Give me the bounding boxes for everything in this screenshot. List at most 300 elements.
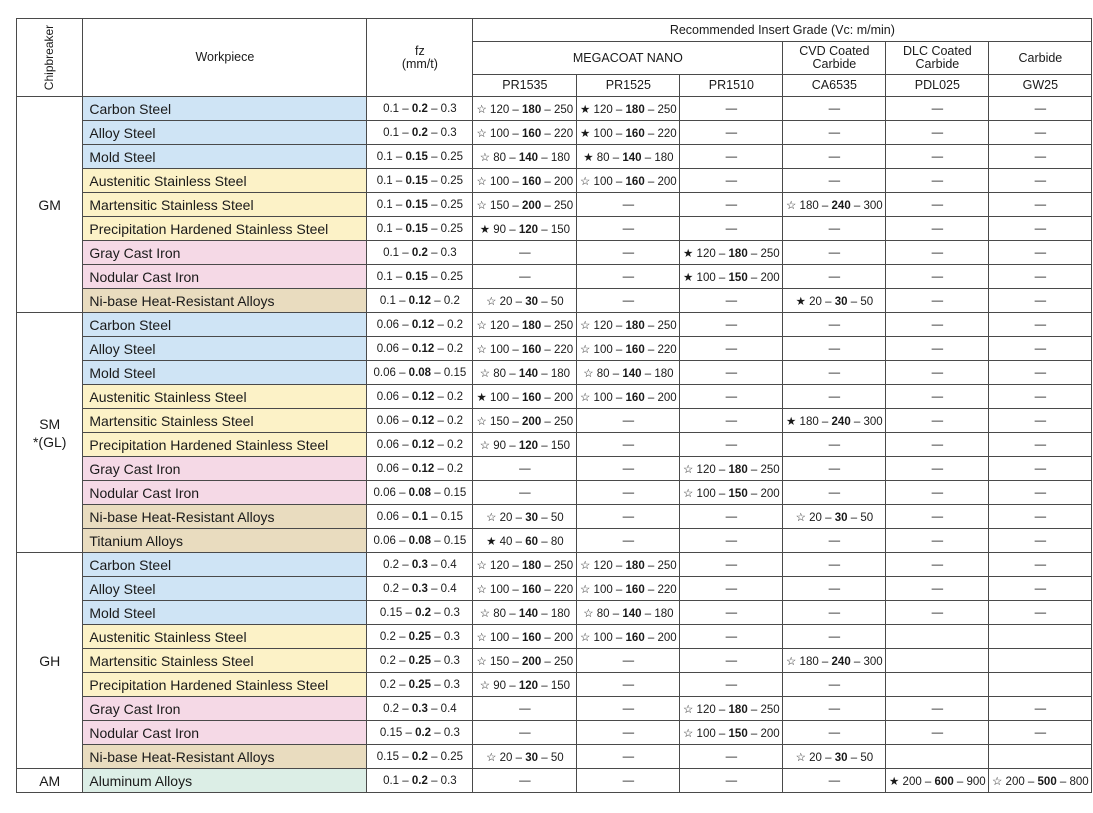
vc-min: 100 — [490, 391, 510, 404]
table-row — [17, 529, 1092, 553]
outline-star-icon: ☆ — [479, 439, 491, 452]
grade-cell-pr1535: ☆ 20 – 30 – 50 — [473, 289, 577, 313]
vc-min: 100 — [593, 631, 613, 644]
filled-star-icon: ★ — [683, 247, 694, 260]
vc-min: 100 — [696, 487, 716, 500]
outline-star-icon: ☆ — [795, 751, 806, 764]
vc-min: 20 — [499, 295, 513, 308]
fz-recommended: 0.15 — [405, 150, 428, 163]
vc-max: 200 — [554, 631, 574, 644]
vc-recommended: 180 — [728, 463, 748, 476]
grade-cell-gw25: — — [989, 409, 1092, 433]
grade-cell-ca6535: — — [783, 529, 886, 553]
vc-recommended: 160 — [625, 583, 645, 596]
grade-cell-ca6535: — — [783, 121, 886, 145]
grade-cell-pr1525: — — [577, 721, 680, 745]
fz-max: 0.3 — [443, 606, 460, 619]
grade-cell-pr1525: — — [577, 289, 680, 313]
grade-cell-pr1525: — — [577, 457, 680, 481]
vc-recommended: 160 — [522, 631, 542, 644]
grade-cell-ca6535: ☆ 180 – 240 – 300 — [783, 649, 886, 673]
workpiece-cell: Alloy Steel — [83, 337, 367, 361]
fz-max: 0.3 — [443, 726, 460, 739]
fz-recommended: 0.08 — [408, 534, 432, 547]
table-row — [17, 145, 1092, 169]
fz-min: 0.1 — [383, 774, 400, 787]
grade-cell-pdl025: — — [886, 409, 989, 433]
grade-cell-ca6535: — — [783, 313, 886, 337]
workpiece-cell: Mold Steel — [83, 145, 367, 169]
fz-cell: 0.06 – 0.12 – 0.2 — [367, 433, 473, 457]
outline-star-icon: ☆ — [476, 199, 487, 212]
grade-cell-pdl025: — — [886, 457, 989, 481]
workpiece-cell: Precipitation Hardened Stainless Steel — [83, 217, 367, 241]
grade-cell-ca6535: ★ 180 – 240 – 300 — [783, 409, 886, 433]
vc-recommended: 180 — [625, 319, 645, 332]
fz-cell: 0.06 – 0.12 – 0.2 — [367, 457, 473, 481]
vc-min: 20 — [499, 751, 513, 764]
fz-min: 0.15 — [379, 726, 403, 739]
fz-max: 0.25 — [440, 174, 464, 187]
vc-recommended: 120 — [518, 679, 539, 692]
grade-cell-gw25: — — [989, 193, 1092, 217]
fz-cell: 0.2 – 0.25 – 0.3 — [367, 625, 473, 649]
vc-min: 90 — [493, 223, 507, 236]
vc-max: 220 — [554, 583, 574, 596]
filled-star-icon: ★ — [889, 775, 900, 788]
table-row — [17, 361, 1092, 385]
fz-cell: 0.06 – 0.1 – 0.15 — [367, 505, 473, 529]
grade-cell-ca6535: — — [783, 457, 886, 481]
grade-cell-pr1510: — — [680, 745, 783, 769]
vc-max: 80 — [550, 535, 564, 548]
workpiece-cell: Carbon Steel — [83, 97, 367, 121]
grade-cell-pr1510: — — [680, 385, 783, 409]
vc-max: 200 — [657, 391, 677, 404]
grade-cell-pr1535: ☆ 100 – 160 – 220 — [473, 577, 577, 601]
grade-cell-pr1535: ☆ 100 – 160 – 200 — [473, 625, 577, 649]
outline-star-icon: ☆ — [580, 631, 591, 644]
vc-recommended: 160 — [522, 127, 542, 140]
grade-cell-pdl025: — — [886, 697, 989, 721]
grade-cell-ca6535: — — [783, 481, 886, 505]
grade-cell-pr1535: ☆ 80 – 140 – 180 — [473, 145, 577, 169]
outline-star-icon: ☆ — [479, 367, 491, 380]
grade-cell-pr1535: ★ 100 – 160 – 200 — [473, 385, 577, 409]
grade-name-gw25: GW25 — [989, 75, 1092, 97]
vc-max: 250 — [554, 655, 574, 668]
fz-cell: 0.1 – 0.15 – 0.25 — [367, 265, 473, 289]
workpiece-cell: Alloy Steel — [83, 121, 367, 145]
vc-max: 220 — [657, 127, 677, 140]
fz-max: 0.25 — [440, 750, 464, 763]
outline-star-icon: ☆ — [683, 487, 694, 500]
fz-max: 0.2 — [447, 462, 464, 475]
fz-cell: 0.15 – 0.2 – 0.25 — [367, 745, 473, 769]
fz-max: 0.25 — [440, 270, 464, 283]
grade-cell-pr1510: ★ 100 – 150 – 200 — [680, 265, 783, 289]
fz-cell: 0.1 – 0.12 – 0.2 — [367, 289, 473, 313]
vc-recommended: 160 — [625, 391, 645, 404]
table-row — [17, 505, 1092, 529]
fz-cell: 0.15 – 0.2 – 0.3 — [367, 601, 473, 625]
workpiece-cell: Titanium Alloys — [83, 529, 367, 553]
workpiece-cell: Nodular Cast Iron — [83, 721, 367, 745]
chipbreaker-header — [17, 19, 83, 97]
table-row — [17, 697, 1092, 721]
grade-cell-pdl025: ★ 200 – 600 – 900 — [886, 769, 989, 793]
grade-cell-pr1510: — — [680, 625, 783, 649]
fz-max: 0.25 — [440, 222, 464, 235]
grade-cell-pr1535: ☆ 80 – 140 – 180 — [473, 601, 577, 625]
grade-cell-pdl025: — — [886, 121, 989, 145]
grade-cell-pr1535: ☆ 150 – 200 – 250 — [473, 193, 577, 217]
vc-recommended: 140 — [622, 367, 642, 380]
fz-max: 0.4 — [440, 582, 457, 595]
fz-cell: 0.06 – 0.08 – 0.15 — [367, 361, 473, 385]
grade-cell-pr1525: — — [577, 769, 680, 793]
grade-cell-pdl025: — — [886, 529, 989, 553]
grade-cell-pr1535: ☆ 120 – 180 – 250 — [473, 553, 577, 577]
vc-max: 200 — [760, 271, 780, 284]
vc-recommended: 60 — [525, 535, 539, 548]
outline-star-icon: ☆ — [992, 775, 1003, 788]
fz-cell: 0.15 – 0.2 – 0.3 — [367, 721, 473, 745]
workpiece-cell: Precipitation Hardened Stainless Steel — [83, 433, 367, 457]
vc-max: 250 — [554, 415, 574, 428]
fz-min: 0.1 — [376, 222, 393, 235]
grade-cell-ca6535: — — [783, 385, 886, 409]
fz-recommended: 0.08 — [408, 366, 432, 379]
vc-min: 100 — [696, 271, 716, 284]
workpiece-cell: Martensitic Stainless Steel — [83, 409, 367, 433]
grade-cell-pr1510: ☆ 100 – 150 – 200 — [680, 721, 783, 745]
grade-cell-pr1535: ★ 40 – 60 – 80 — [473, 529, 577, 553]
grade-cell-pr1525: ☆ 100 – 160 – 220 — [577, 337, 680, 361]
fz-min: 0.06 — [376, 414, 400, 427]
outline-star-icon: ☆ — [683, 727, 694, 740]
grade-group-3: Carbide — [989, 42, 1092, 75]
grade-cell-pdl025: — — [886, 145, 989, 169]
fz-recommended: 0.3 — [411, 582, 428, 595]
grade-cell-pr1510: — — [680, 97, 783, 121]
grade-cell-ca6535: — — [783, 721, 886, 745]
vc-recommended: 160 — [522, 175, 542, 188]
outline-star-icon: ☆ — [479, 679, 491, 692]
grade-cell-pr1535: ☆ 100 – 160 – 220 — [473, 337, 577, 361]
table-row — [17, 553, 1092, 577]
vc-max: 250 — [554, 319, 574, 332]
grade-cell-gw25: — — [989, 361, 1092, 385]
fz-recommended: 0.2 — [411, 246, 428, 259]
vc-recommended: 240 — [831, 415, 851, 428]
grade-cell-pr1535: — — [473, 481, 577, 505]
vc-min: 150 — [490, 415, 510, 428]
vc-recommended: 30 — [525, 751, 539, 764]
workpiece-cell: Ni-base Heat-Resistant Alloys — [83, 289, 367, 313]
vc-max: 250 — [760, 463, 780, 476]
fz-max: 0.3 — [440, 102, 457, 115]
grade-cell-ca6535: — — [783, 217, 886, 241]
fz-cell: 0.1 – 0.2 – 0.3 — [367, 241, 473, 265]
vc-max: 150 — [550, 679, 571, 692]
vc-min: 80 — [493, 367, 507, 380]
grade-group-2: DLC Coated Carbide — [886, 42, 989, 75]
vc-min: 100 — [490, 631, 510, 644]
fz-min: 0.06 — [376, 390, 400, 403]
outline-star-icon: ☆ — [486, 295, 497, 308]
table-row — [17, 745, 1092, 769]
workpiece-cell: Martensitic Stainless Steel — [83, 649, 367, 673]
vc-max: 220 — [657, 343, 677, 356]
grade-cell-pr1525: — — [577, 649, 680, 673]
vc-min: 200 — [902, 775, 922, 788]
fz-recommended: 0.2 — [411, 774, 428, 787]
fz-cell: 0.2 – 0.3 – 0.4 — [367, 697, 473, 721]
chipbreaker-cell: GH — [17, 553, 83, 769]
vc-min: 100 — [490, 343, 510, 356]
fz-max: 0.25 — [440, 198, 464, 211]
workpiece-cell: Carbon Steel — [83, 553, 367, 577]
vc-max: 250 — [554, 199, 574, 212]
fz-min: 0.06 — [373, 534, 396, 547]
fz-recommended: 0.3 — [411, 702, 428, 715]
grade-cell-gw25: ☆ 200 – 500 – 800 — [989, 769, 1092, 793]
grade-cell-pdl025 — [886, 625, 989, 649]
grade-cell-ca6535: ☆ 20 – 30 – 50 — [783, 505, 886, 529]
vc-max: 800 — [1069, 775, 1089, 788]
vc-recommended: 150 — [728, 271, 748, 284]
vc-min: 180 — [799, 655, 819, 668]
vc-recommended: 150 — [728, 727, 748, 740]
grade-cell-pr1525: ★ 120 – 180 – 250 — [577, 97, 680, 121]
vc-max: 150 — [550, 223, 571, 236]
fz-max: 0.2 — [447, 342, 464, 355]
fz-recommended: 0.15 — [405, 222, 428, 235]
grade-cell-pdl025: — — [886, 193, 989, 217]
workpiece-cell: Martensitic Stainless Steel — [83, 193, 367, 217]
outline-star-icon: ☆ — [476, 343, 487, 356]
vc-recommended: 500 — [1037, 775, 1057, 788]
vc-max: 180 — [550, 367, 571, 380]
fz-min: 0.1 — [379, 294, 396, 307]
grade-cell-pr1535: ☆ 100 – 160 – 220 — [473, 121, 577, 145]
grade-cell-pr1510: — — [680, 649, 783, 673]
table-row — [17, 265, 1092, 289]
vc-max: 220 — [657, 583, 677, 596]
fz-recommended: 0.3 — [411, 558, 428, 571]
grade-cell-pdl025: — — [886, 481, 989, 505]
grade-cell-pr1525: ☆ 100 – 160 – 200 — [577, 385, 680, 409]
fz-recommended: 0.15 — [405, 198, 428, 211]
grade-cell-pr1510: — — [680, 577, 783, 601]
fz-cell: 0.06 – 0.08 – 0.15 — [367, 481, 473, 505]
recommended-grade-header: Recommended Insert Grade (Vc: m/min) — [473, 19, 1092, 42]
grade-cell-ca6535: — — [783, 673, 886, 697]
grade-cell-pdl025 — [886, 673, 989, 697]
fz-min: 0.2 — [383, 702, 400, 715]
vc-min: 120 — [696, 247, 716, 260]
outline-star-icon: ☆ — [479, 607, 491, 620]
vc-min: 180 — [799, 199, 819, 212]
fz-min: 0.15 — [379, 606, 403, 619]
vc-recommended: 30 — [525, 295, 539, 308]
fz-cell: 0.1 – 0.2 – 0.3 — [367, 769, 473, 793]
table-row — [17, 409, 1092, 433]
vc-recommended: 140 — [518, 607, 539, 620]
grade-cell-pdl025: — — [886, 553, 989, 577]
grade-cell-pr1525: — — [577, 241, 680, 265]
fz-recommended: 0.12 — [411, 438, 435, 451]
workpiece-cell: Gray Cast Iron — [83, 457, 367, 481]
vc-max: 180 — [550, 151, 571, 164]
fz-min: 0.1 — [376, 270, 393, 283]
fz-cell: 0.1 – 0.15 – 0.25 — [367, 169, 473, 193]
vc-min: 100 — [593, 127, 613, 140]
vc-min: 90 — [493, 439, 507, 452]
outline-star-icon: ☆ — [583, 607, 594, 620]
outline-star-icon: ☆ — [476, 175, 487, 188]
fz-max: 0.4 — [440, 558, 457, 571]
vc-min: 80 — [493, 607, 507, 620]
grade-cell-gw25: — — [989, 217, 1092, 241]
grade-cell-pr1525: — — [577, 265, 680, 289]
grade-cell-pr1525: ☆ 120 – 180 – 250 — [577, 313, 680, 337]
vc-max: 200 — [554, 391, 574, 404]
vc-min: 120 — [490, 319, 510, 332]
grade-cell-pr1510: ☆ 100 – 150 – 200 — [680, 481, 783, 505]
workpiece-cell: Mold Steel — [83, 361, 367, 385]
vc-recommended: 30 — [834, 751, 848, 764]
vc-recommended: 180 — [728, 247, 748, 260]
vc-max: 250 — [657, 559, 677, 572]
chipbreaker-cell: SM *(GL) — [17, 313, 83, 553]
vc-min: 100 — [696, 727, 716, 740]
fz-cell: 0.1 – 0.15 – 0.25 — [367, 193, 473, 217]
vc-max: 250 — [657, 103, 677, 116]
grade-cell-pr1510: — — [680, 313, 783, 337]
grade-cell-pr1510: — — [680, 337, 783, 361]
fz-cell: 0.06 – 0.08 – 0.15 — [367, 529, 473, 553]
outline-star-icon: ☆ — [786, 655, 797, 668]
vc-max: 250 — [760, 247, 780, 260]
vc-min: 40 — [499, 535, 513, 548]
vc-min: 100 — [593, 175, 613, 188]
grade-cell-pr1535: ☆ 20 – 30 – 50 — [473, 745, 577, 769]
grade-cell-gw25: — — [989, 337, 1092, 361]
grade-cell-pr1525: ☆ 80 – 140 – 180 — [577, 601, 680, 625]
grade-cell-pr1510: — — [680, 433, 783, 457]
outline-star-icon: ☆ — [580, 391, 591, 404]
outline-star-icon: ☆ — [476, 559, 487, 572]
vc-min: 20 — [809, 751, 822, 764]
grade-cell-ca6535: — — [783, 577, 886, 601]
fz-min: 0.1 — [383, 102, 400, 115]
filled-star-icon: ★ — [486, 535, 497, 548]
vc-max: 150 — [550, 439, 571, 452]
vc-max: 50 — [550, 511, 564, 524]
grade-cell-ca6535: — — [783, 697, 886, 721]
filled-star-icon: ★ — [683, 271, 694, 284]
grade-cell-ca6535: — — [783, 553, 886, 577]
table-row — [17, 457, 1092, 481]
table-row — [17, 97, 1092, 121]
table-row — [17, 169, 1092, 193]
fz-recommended: 0.2 — [415, 726, 432, 739]
grade-cell-pr1510: — — [680, 289, 783, 313]
fz-cell: 0.06 – 0.12 – 0.2 — [367, 409, 473, 433]
outline-star-icon: ☆ — [486, 751, 497, 764]
fz-recommended: 0.12 — [411, 318, 435, 331]
outline-star-icon: ☆ — [580, 559, 591, 572]
grade-cell-pr1510: — — [680, 553, 783, 577]
vc-max: 50 — [860, 511, 874, 524]
vc-min: 150 — [490, 655, 510, 668]
grade-cell-pr1525: — — [577, 697, 680, 721]
grade-cell-pr1535: — — [473, 769, 577, 793]
vc-min: 20 — [809, 295, 822, 308]
table-row — [17, 121, 1092, 145]
vc-recommended: 160 — [625, 175, 645, 188]
fz-max: 0.2 — [447, 318, 464, 331]
outline-star-icon: ☆ — [580, 175, 591, 188]
grade-cell-pdl025 — [886, 745, 989, 769]
grade-cell-ca6535: — — [783, 241, 886, 265]
vc-recommended: 140 — [622, 151, 642, 164]
grade-cell-ca6535: ☆ 20 – 30 – 50 — [783, 745, 886, 769]
fz-recommended: 0.12 — [411, 414, 435, 427]
grade-cell-gw25: — — [989, 553, 1092, 577]
vc-max: 50 — [550, 751, 564, 764]
outline-star-icon: ☆ — [580, 583, 591, 596]
vc-min: 100 — [593, 583, 613, 596]
vc-min: 20 — [809, 511, 822, 524]
vc-min: 120 — [490, 559, 510, 572]
vc-max: 180 — [654, 151, 674, 164]
grade-cell-ca6535: — — [783, 169, 886, 193]
fz-cell: 0.06 – 0.12 – 0.2 — [367, 313, 473, 337]
fz-recommended: 0.2 — [415, 606, 432, 619]
table-row — [17, 313, 1092, 337]
grade-cell-pr1510: — — [680, 361, 783, 385]
grade-cell-pr1535: — — [473, 457, 577, 481]
grade-name-pr1510: PR1510 — [680, 75, 783, 97]
vc-max: 300 — [863, 415, 883, 428]
fz-max: 0.25 — [440, 150, 464, 163]
vc-max: 200 — [554, 175, 574, 188]
vc-min: 100 — [490, 175, 510, 188]
grade-cell-gw25: — — [989, 169, 1092, 193]
fz-max: 0.2 — [447, 438, 464, 451]
grade-cell-pr1510: — — [680, 121, 783, 145]
vc-min: 90 — [493, 679, 507, 692]
vc-recommended: 140 — [518, 367, 539, 380]
vc-max: 250 — [554, 559, 574, 572]
grade-cell-pr1535: ★ 90 – 120 – 150 — [473, 217, 577, 241]
fz-recommended: 0.08 — [408, 486, 432, 499]
vc-recommended: 140 — [518, 151, 539, 164]
workpiece-cell: Gray Cast Iron — [83, 697, 367, 721]
fz-max: 0.3 — [443, 630, 460, 643]
table-body — [17, 97, 1092, 793]
vc-recommended: 180 — [522, 559, 542, 572]
grade-cell-pdl025: — — [886, 505, 989, 529]
fz-min: 0.06 — [376, 438, 400, 451]
fz-min: 0.2 — [383, 558, 400, 571]
vc-min: 120 — [593, 559, 613, 572]
workpiece-cell: Nodular Cast Iron — [83, 265, 367, 289]
vc-recommended: 600 — [934, 775, 954, 788]
